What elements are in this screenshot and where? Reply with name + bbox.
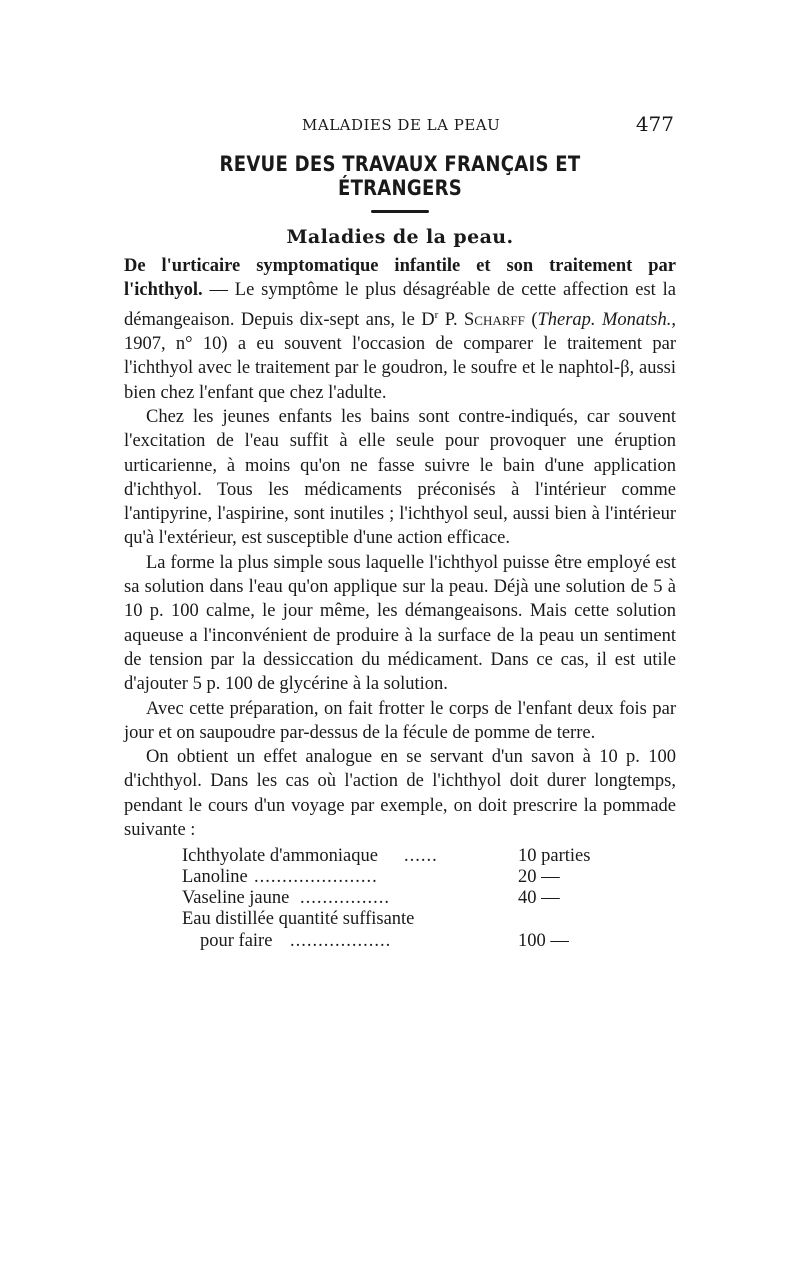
section-title: REVUE DES TRAVAUX FRANÇAIS ET ÉTRANGERS [219,152,581,200]
intro-paragraph [124,254,676,405]
formula-row [182,909,652,931]
title-rule [371,210,429,213]
ingredient-name: pour faire [200,931,273,952]
ingredient-quantity: 40 — [518,888,560,909]
ingredient-name: Lanoline [182,867,248,888]
intro-text-d: , [671,309,676,330]
formula-row [182,888,652,910]
running-title: MALADIES DE LA PEAU [302,116,501,134]
formula-table [124,846,676,976]
ingredient-quantity: 20 — [518,867,560,888]
paragraph-2: La forme la plus simple sous laquelle l'ichthyol puisse être employé est sa solution dans l'eau qu'on applique sur la peau. Déjà une solution de 5 à 10 p. 100 calme, le jour même, les démangeaisons. Mais cette solution aqueuse a l'inconvénient de produire à la surface de la peau un sentiment de tension par la dessiccation du médicament. Dans ce cas, il est utile d'ajouter 5 p. 100 de glycérine à la solution. [124,552,676,695]
intro-sup: r [434,308,439,321]
leader-dots: ...................... [254,867,378,888]
ingredient-name: Eau distillée quantité suffisante [182,909,415,930]
author-name: Scharff [464,309,525,330]
leader-dots: ...... [404,846,438,867]
formula-row [200,931,670,953]
leader-dots: .................. [290,931,392,952]
intro-text-b: P. [438,309,465,330]
article-title: De l'urticaire symptomatique infantile et son traitement par l'ichthyol. [124,256,676,301]
ingredient-name: Ichthyolate d'ammoniaque [182,846,378,867]
article-body [124,254,676,842]
paragraph-1: Chez les jeunes enfants les bains sont contre-indiqués, car souvent l'excitation de l'eau suffit à elle seule pour provoquer une éruption urticarienne, à moins qu'on ne fasse suivre le bain d'une application d'ichthyol. Tous les médicaments préconisés à l'intérieur comme l'antipyrine, l'aspirine, sont inutiles ; l'ichthyol seul, aussi bien à l'intérieur qu'à l'extérieur, est susceptible d'une action efficace. [124,406,676,549]
paragraph-3: Avec cette préparation, on fait frotter le corps de l'enfant deux fois par jour et on saupoudre par-dessus de la fécule de pomme de terre. [124,698,676,743]
leader-dots: ................ [300,888,390,909]
page-number: 477 [635,112,674,136]
ingredient-quantity: 100 — [518,931,569,952]
paragraph-4: On obtient un effet analogue en se servant d'un savon à 10 p. 100 d'ichthyol. Dans les cas où l'action de l'ichthyol doit durer longtemps, pendant le cours d'un voyage par exemple, on doit prescrire la pommade suivante : [124,747,676,840]
formula-row [182,846,652,868]
running-head [124,110,676,140]
intro-text-year: 1907, n° 10) a eu souvent l'occasion de comparer le traitement par l'ichthyol avec le traitement par le goudron, le soufre et le naphtol-β, aussi bien chez l'enfant que chez l'adulte. [124,334,676,403]
journal-name: Therap. Monatsh. [537,309,672,330]
ingredient-name: Vaseline jaune [182,888,290,909]
page [124,110,676,976]
intro-text-c: ( [524,309,538,330]
subtitle: Maladies de la peau. [286,226,514,248]
intro-text-a: — Le symptôme le plus désagréable de cette affection est la démangeaison. Depuis dix-sept ans, le D [124,280,676,330]
formula-row [182,867,652,889]
ingredient-quantity: 10 parties [518,846,591,867]
